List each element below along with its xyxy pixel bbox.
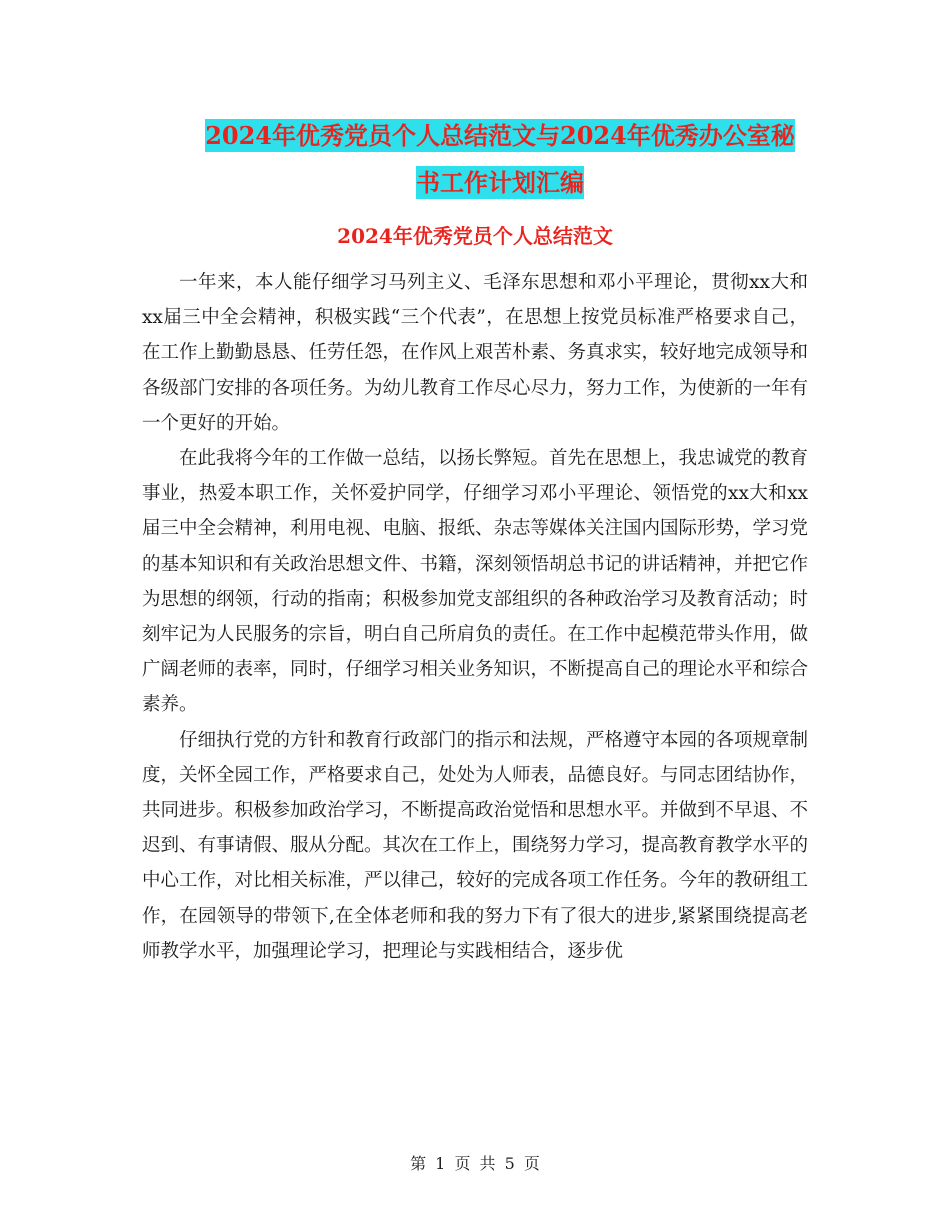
page-footer: 第 1 页 共 5 页 — [410, 1154, 540, 1173]
document-title-line-1: 2024年优秀党员个人总结范文与2024年优秀办公室秘 — [205, 121, 795, 150]
paragraph: 一年来，本人能仔细学习马列主义、毛泽东思想和邓小平理论，贯彻xx大和xx届三中全会精神，积极实践“三个代表”，在思想上按党员标准严格要求自己，在工作上勤勤恳恳、任劳任怨，在作风上艰苦朴素、务真求实，较好地完成领导和各级部门安排的各项任务。为幼儿教育工作尽心尽力，努力工作，为使新的一年有一个更好的开始。 — [142, 272, 809, 434]
paragraph: 仔细执行党的方针和教育行政部门的指示和法规，严格遵守本园的各项规章制度，关怀全园工作，严格要求自己，处处为人师表，品德良好。与同志团结协作，共同进步。积极参加政治学习，不断提高政治觉悟和思想水平。并做到不早退、不迟到、有事请假、服从分配。其次在工作上，围绕努力学习，提高教育教学水平的中心工作，对比相关标准，严以律己，较好的完成各项工作任务。今年的教研组工作，在园领导的带领下,在全体老师和我的努力下有了很大的进步,紧紧围绕提高老师教学水平，加强理论学习，把理论与实践相结合，逐步优 — [142, 729, 809, 962]
paragraph: 在此我将今年的工作做一总结，以扬长弊短。首先在思想上，我忠诚党的教育事业，热爱本职工作，关怀爱护同学，仔细学习邓小平理论、领悟党的xx大和xx届三中全会精神，利用电视、电脑、报纸、杂志等媒体关注国内国际形势，学习党的基本知识和有关政治思想文件、书籍，深刻领悟胡总书记的讲话精神，并把它作为思想的纲领，行动的指南；积极参加党支部组织的各种政治学习及教育活动；时刻牢记为人民服务的宗旨，明白自己所肩负的责任。在工作中起模范带头作用，做广阔老师的表率，同时，仔细学习相关业务知识，不断提高自己的理论水平和综合素养。 — [142, 448, 809, 716]
document-title-line-2: 书工作计划汇编 — [416, 168, 584, 197]
body-text — [142, 265, 808, 969]
document-title — [150, 112, 850, 206]
section-heading: 2024年优秀党员个人总结范文 — [337, 224, 613, 248]
